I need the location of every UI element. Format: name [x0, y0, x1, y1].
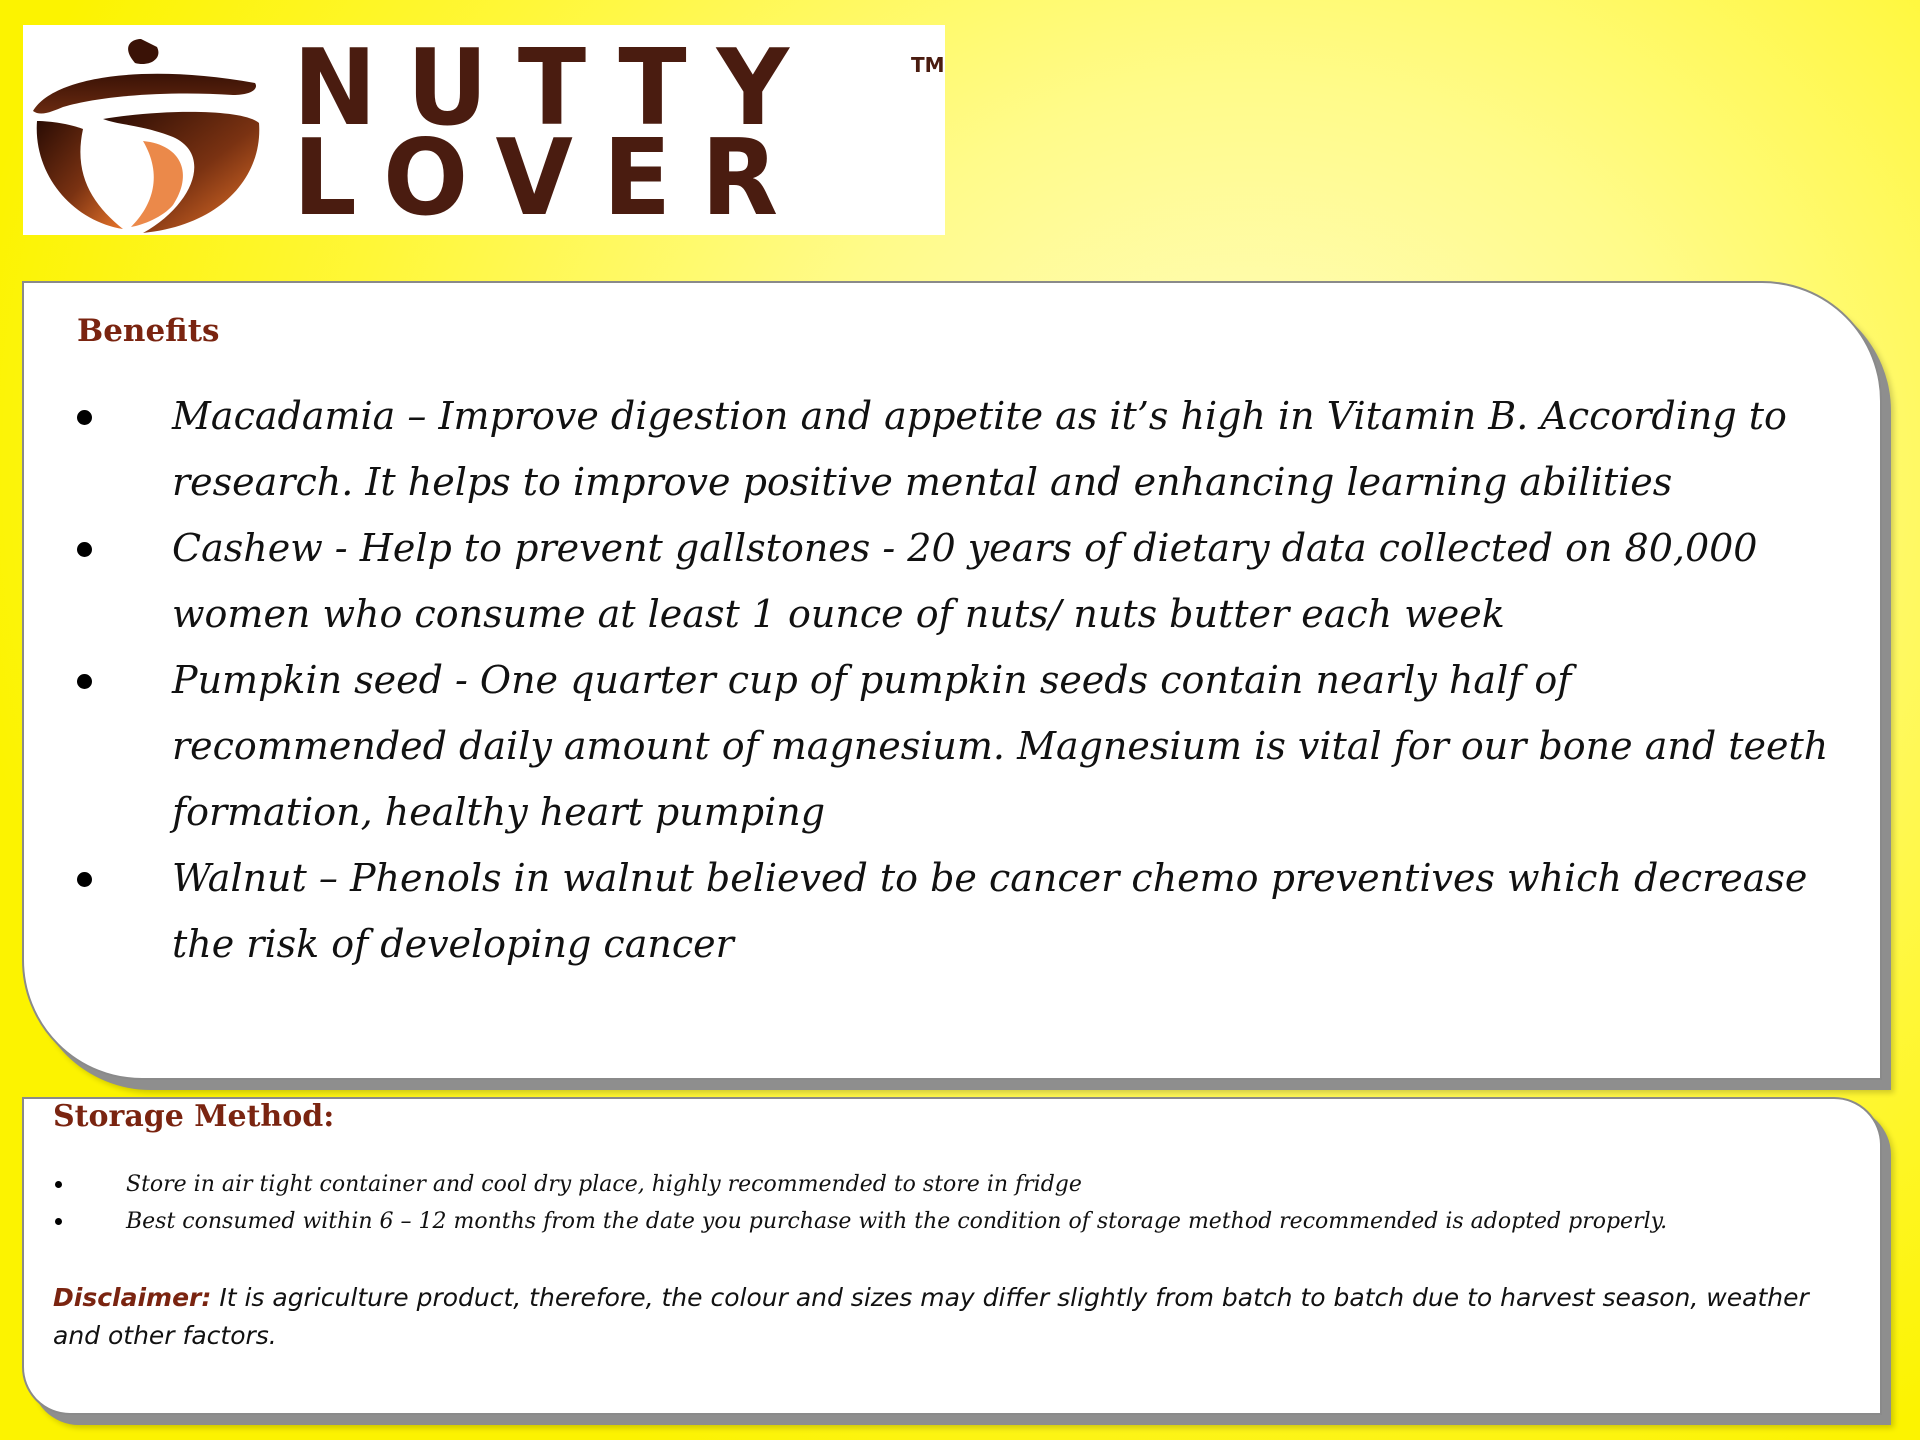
disclaimer-label: Disclaimer:	[53, 1283, 212, 1312]
benefit-item-macadamia	[77, 383, 1837, 515]
bullet-icon	[77, 542, 92, 557]
storage-text: Store in air tight container and cool dry place, highly recommended to store in fridge	[126, 1172, 1082, 1197]
brand-name-line1: NUTTY	[293, 26, 820, 150]
bullet-icon	[77, 674, 92, 689]
brand-wordmark	[293, 26, 820, 240]
nut-emblem-icon	[23, 25, 273, 235]
benefit-text: Cashew - Help to prevent gallstones - 20 years of dietary data collected on 80,000 women who consume at least 1 ounce of nuts/ nuts butter each week	[172, 526, 1758, 636]
bullet-icon	[55, 1181, 62, 1188]
storage-text: Best consumed within 6 – 12 months from the date you purchase with the condition of storage method recommended is adopted properly.	[126, 1209, 1668, 1234]
benefits-title: Benefits	[77, 313, 220, 349]
benefit-text: Walnut – Phenols in walnut believed to be cancer chemo preventives which decrease the risk of developing cancer	[172, 856, 1808, 966]
bullet-icon	[77, 410, 92, 425]
brand-logo	[23, 25, 945, 240]
brand-name-line2: LOVER	[293, 116, 809, 240]
benefit-item-pumpkin-seed	[77, 647, 1837, 845]
benefits-panel	[22, 281, 1882, 1080]
benefits-list	[77, 383, 1837, 977]
benefit-text: Pumpkin seed - One quarter cup of pumpkin seeds contain nearly half of recommended daily amount of magnesium. Magnesium is vital for our bone and teeth formation, healthy heart pumping	[172, 658, 1829, 834]
benefit-text: Macadamia – Improve digestion and appetite as it’s high in Vitamin B. According to research. It helps to improve positive mental and enhancing learning abilities	[172, 394, 1787, 504]
storage-item	[53, 1203, 1833, 1240]
benefit-item-walnut	[77, 845, 1837, 977]
bullet-icon	[77, 872, 92, 887]
storage-list	[53, 1166, 1833, 1240]
bullet-icon	[55, 1218, 62, 1225]
disclaimer-text: It is agriculture product, therefore, the colour and sizes may differ slightly from batch to batch due to harvest season, weather and other factors.	[53, 1283, 1809, 1350]
storage-item	[53, 1166, 1833, 1203]
disclaimer	[53, 1279, 1833, 1355]
storage-title: Storage Method:	[53, 1099, 335, 1134]
trademark-symbol: TM	[911, 53, 945, 77]
storage-panel	[22, 1097, 1882, 1415]
benefit-item-cashew	[77, 515, 1837, 647]
